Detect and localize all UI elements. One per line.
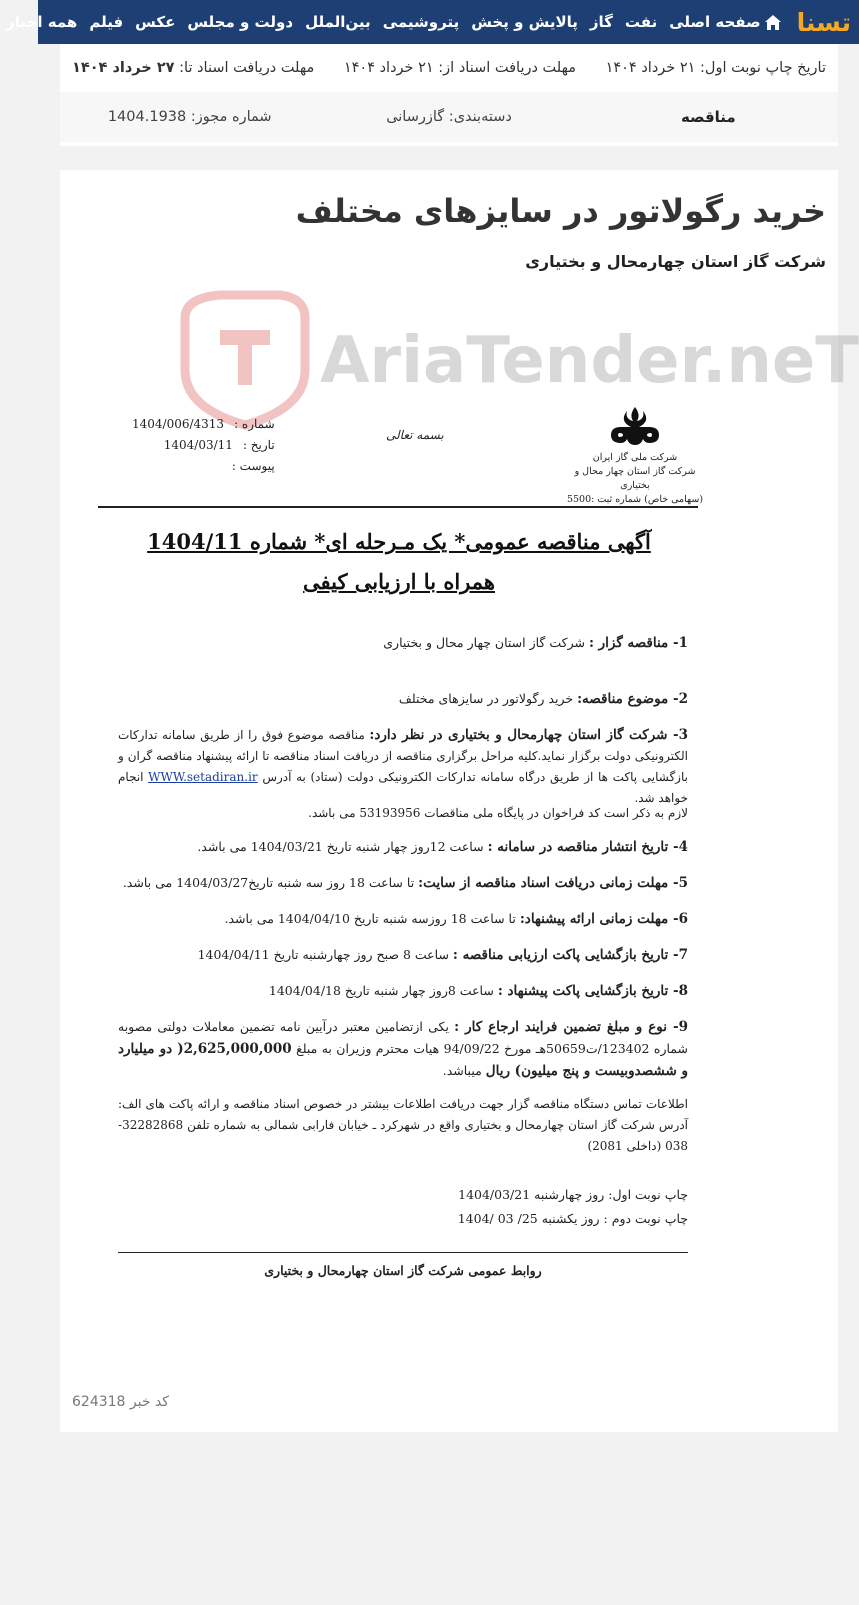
site-logo[interactable]: تسنا	[796, 7, 851, 37]
clause-7	[118, 944, 688, 966]
clause-8	[118, 980, 688, 1002]
logo-line-1: شرکت ملی گاز ایران	[592, 452, 678, 463]
clause-1-text: شرکت گاز استان چهار محال و بختیاری	[383, 635, 585, 650]
clause-2-text: خرید رگولاتور در سایزهای مختلف	[398, 691, 574, 706]
clause-4-text: ساعت 12روز چهار شنبه تاریخ 1404/03/21 می باشد.	[197, 839, 484, 854]
home-icon	[765, 15, 781, 30]
clause-8-text: ساعت 8روز چهار شنبه تاریخ 1404/04/18	[268, 983, 494, 998]
logo-line-2: شرکت گاز استان چهار محال و بختیاری	[574, 466, 696, 491]
header-divider	[98, 506, 698, 508]
ref-date: 1404/03/11	[163, 438, 233, 452]
nav-home-label: صفحه اصلی	[669, 13, 761, 31]
receive-to-date	[72, 60, 314, 76]
tender-dates-row	[60, 44, 838, 92]
notice-title-line-2: همراه با ارزیابی کیفی	[303, 569, 495, 594]
clause-9-text: یکی ازتضامین معتبر درآیین نامه تضمین معاملات دولتی مصوبه شماره 123402/ت50659هـ مورخ 94/09/22 هیات محترم وزیران به مبلغ	[118, 1019, 688, 1056]
nav-all-news[interactable]: همه اخبار	[6, 13, 78, 31]
clause-3-end: انجام خواهد شد.	[118, 770, 688, 805]
clause-1-label: 1- مناقصه گزار :	[588, 635, 688, 651]
company-name: شرکت گاز استان چهارمحال و بختیاری	[525, 252, 826, 271]
nav-photo[interactable]: عکس	[135, 13, 176, 31]
bismillah: بسمه تعالی	[386, 428, 444, 442]
tender-meta-row	[60, 92, 838, 142]
logo-line-3: (سهامی خاص) شماره ثبت :5500	[566, 494, 704, 505]
ref-number-label: شماره :	[234, 417, 275, 431]
tender-license: شماره مجوز: 1404.1938	[107, 109, 272, 125]
contact-info: اطلاعات تماس دستگاه مناقصه گزار جهت دریافت اطلاعات بیشتر در خصوص اسناد مناقصه و ارائه پاکت های الف: آدرس شرکت گاز استان چهارمحال و بختیاری واقع در شهرکرد ـ خیابان فارابی شمالی به شماره تلفن 32282868-038 (داخلی 2081)	[118, 1097, 688, 1153]
footer-divider	[118, 1252, 688, 1253]
nav-oil[interactable]: نفت	[624, 13, 658, 31]
clause-7-text: ساعت 8 صبح روز چهارشنبه تاریخ 1404/04/11	[197, 947, 449, 962]
print-date-2: چاپ نوبت دوم : روز یکشنبه 25/ 03 /1404	[457, 1211, 688, 1226]
clause-5-label: 5- مهلت زمانی دریافت اسناد مناقصه از سایت:	[418, 875, 688, 891]
ref-attach-label: پیوست :	[231, 459, 275, 473]
nav-government[interactable]: دولت و مجلس	[187, 13, 294, 31]
nav-gas[interactable]: گاز	[589, 13, 613, 31]
clause-9-end: میباشد.	[442, 1063, 482, 1078]
clause-3-label: 3- شرکت گاز استان چهارمحال و بختیاری در نظر دارد:	[369, 727, 688, 743]
clause-7-label: 7- تاریخ بازگشایی پاکت ارزیابی مناقصه :	[452, 947, 688, 963]
nav-petrochemical[interactable]: پتروشیمی	[382, 13, 460, 31]
clause-3	[118, 725, 688, 809]
clause-6	[118, 908, 688, 930]
tender-info-card	[60, 44, 838, 146]
clause-3-text: مناقصه موضوع فوق را از طریق سامانه تدارکات الکترونیکی دولت برگزار نماید.کلیه مراحل برگزاری مناقصه از دریافت اسناد مناقصه تا ارائه پیشنهاد مناقصه گران و بازگشایی پاکت ها از طریق درگاه سامانه تدارکات الکترونیکی دولت (ستاد) به آدرس	[118, 728, 688, 784]
nigc-logo-icon	[605, 405, 665, 449]
top-navbar	[6, 0, 859, 44]
page-title: خرید رگولاتور در سایزهای مختلف	[295, 192, 826, 230]
clause-5-text: تا ساعت 18 روز سه شنبه تاریخ1404/03/27 می باشد.	[122, 875, 415, 890]
watermark-text: AriaTender.neT	[320, 324, 859, 398]
ref-date-label: تاریخ :	[242, 438, 275, 452]
first-print-date: تاریخ چاپ نوبت اول: ۲۱ خرداد ۱۴۰۴	[605, 60, 826, 76]
setadiran-link[interactable]: WWW.setadiran.ir	[148, 770, 258, 784]
clause-9	[118, 1016, 688, 1082]
clause-5	[118, 872, 688, 894]
receive-from-date: مهلت دریافت اسناد از: ۲۱ خرداد ۱۴۰۴	[343, 60, 577, 76]
ref-number: 1404/006/4313	[132, 417, 225, 431]
tender-type: مناقصه	[680, 108, 736, 126]
clause-6-label: 6- مهلت زمانی ارائه پیشنهاد:	[519, 911, 688, 927]
clause-8-label: 8- تاریخ بازگشایی پاکت پیشنهاد :	[497, 983, 688, 999]
receive-to-value: ۲۷ خرداد ۱۴۰۴	[72, 60, 175, 76]
nav-video[interactable]: فیلم	[89, 13, 124, 31]
clause-6-text: تا ساعت 18 روزسه شنبه تاریخ 1404/04/10 می باشد.	[224, 911, 516, 926]
tender-detail-card	[60, 170, 859, 1432]
clause-4-label: 4- تاریخ انتشار مناقصه در سامانه :	[487, 839, 688, 855]
main-menu	[0, 13, 786, 31]
clause-9-label: 9- نوع و مبلغ تضمین فرایند ارجاع کار :	[454, 1019, 688, 1035]
clause-4	[118, 836, 688, 858]
clause-2-label: 2- موضوع مناقصه:	[577, 691, 688, 707]
nav-refining[interactable]: پالایش و پخش	[471, 13, 578, 31]
clause-2	[118, 688, 688, 710]
receive-to-label: مهلت دریافت اسناد تا:	[179, 60, 315, 76]
news-code: کد خبر 624318	[72, 1394, 169, 1410]
notice-title-line-1: آگهی مناقصه عمومی* یک مـرحله ای* شماره 1404/11	[147, 529, 651, 554]
nav-international[interactable]: بین‌الملل	[305, 13, 371, 31]
public-relations-signature: روابط عمومی شرکت گاز استان چهارمحال و بختیاری	[264, 1263, 542, 1278]
company-emblem-block	[560, 405, 710, 507]
notice-title	[100, 522, 698, 602]
clause-9-amount: 2,625,000,000( دو میلیارد و ششصدوبیست و پنج میلیون) ریال	[118, 1041, 688, 1079]
nav-home[interactable]	[663, 13, 786, 31]
letter-ref-block	[132, 414, 275, 477]
tender-code-note: لازم به ذکر است کد فراخوان در پایگاه ملی مناقصات 53193956 می باشد.	[308, 806, 688, 820]
print-date-1: چاپ نوبت اول: روز چهارشنبه 1404/03/21	[458, 1187, 688, 1202]
tender-category: دسته‌بندی: گازرسانی	[386, 109, 512, 125]
clause-1	[118, 632, 688, 654]
